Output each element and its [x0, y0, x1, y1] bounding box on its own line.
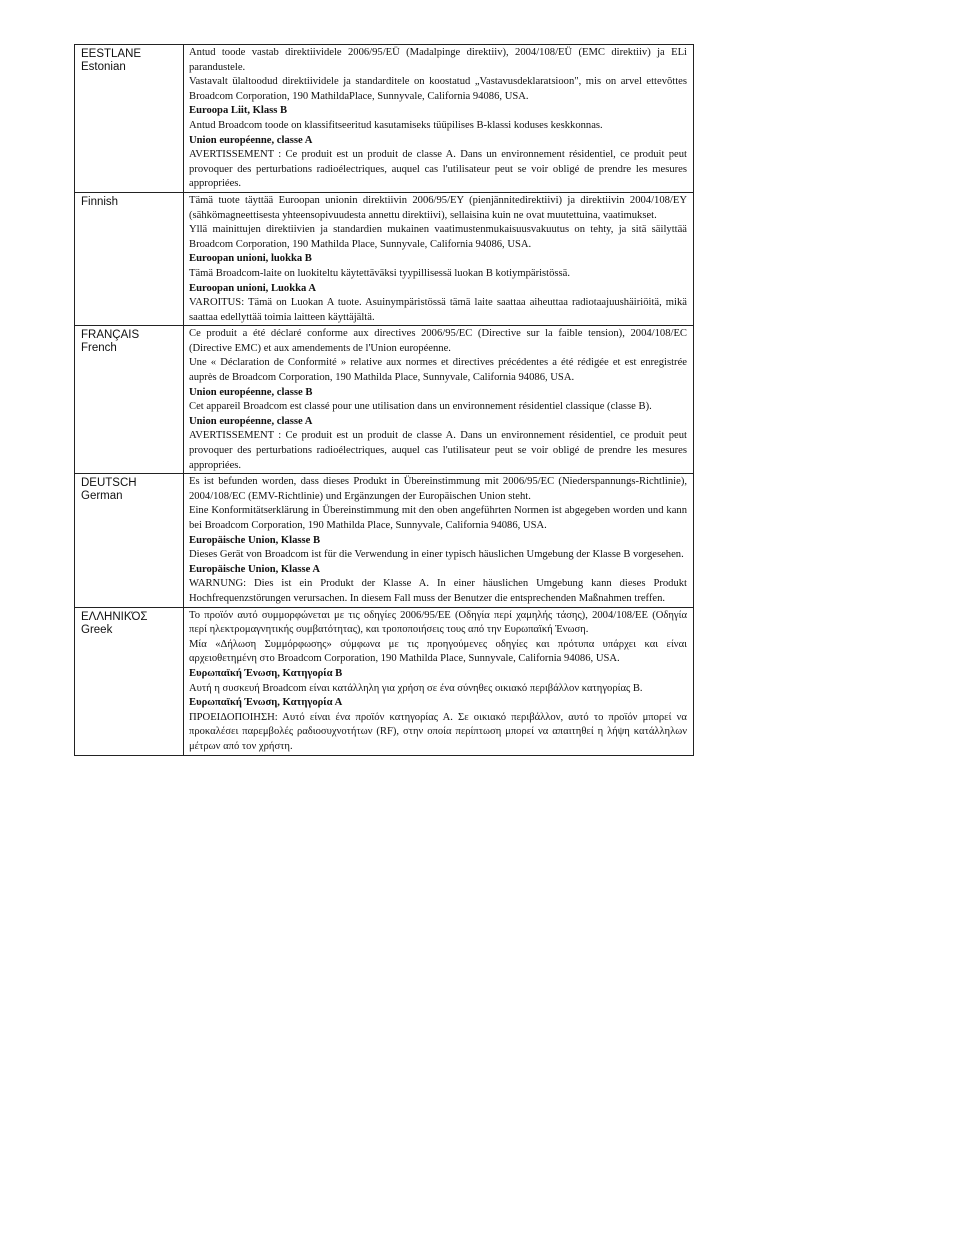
language-row [75, 607, 694, 755]
paragraph: AVERTISSEMENT : Ce produit est un produit de classe A. Dans un environnement résidentiel, ce produit peut provoquer des perturbations radioélectriques, auquel cas l'utilisateur peut se voir obligé de prendre les mesures appropriées. [189, 430, 687, 471]
compliance-text-cell [184, 45, 694, 193]
paragraph: Antud Broadcom toode on klassifitseeritud kasutamiseks tüüpilises B-klassi koduses keskkonnas. [189, 119, 603, 131]
language-english-name: German [81, 490, 123, 503]
language-row [75, 45, 694, 193]
language-english-name: French [81, 342, 117, 355]
paragraph: Μία «Δήλωση Συμμόρφωσης» σύμφωνα με τις προηγούμενες οδηγίες και πρότυπα υπάρχει και είναι αρχειοθετημένη στο Broadcom Corporation, 190 Mathilda Place, Sunnyvale, California 94086, USA. [189, 638, 687, 665]
language-row [75, 192, 694, 325]
language-english-name: Estonian [81, 61, 126, 73]
paragraph: AVERTISSEMENT : Ce produit est un produit de classe A. Dans un environnement résidentiel, ce produit peut provoquer des perturbations radioélectriques, auquel cas l'utilisateur peut se voir obligé de prendre les mesures appropriées. [189, 149, 687, 190]
compliance-text-cell [184, 192, 694, 325]
paragraph: Vastavalt ülaltoodud direktiividele ja standarditele on koostatud „Vastavusdeklaratsioon", mis on arvel ettevõttes Broadcom Corporation, 190 MathildaPlace, Sunnyvale, California 94086, USA. [189, 76, 687, 102]
language-native-name: EESTLANE [81, 48, 142, 60]
language-cell [75, 474, 184, 607]
compliance-table-body [75, 45, 694, 756]
language-native-name: DEUTSCH [81, 477, 137, 490]
section-heading: Ευρωπαϊκή Ένωση, Κατηγορία Β [189, 667, 343, 679]
paragraph: Ce produit a été déclaré conforme aux directives 2006/95/EC (Directive sur la faible tension), 2004/108/EC (Directive EMC) et aux amendements de l'Union européenne. [189, 328, 687, 354]
section-heading: Europäische Union, Klasse B [189, 534, 321, 546]
language-native-name: Finnish [81, 195, 119, 208]
language-cell [75, 326, 184, 474]
paragraph: Une « Déclaration de Conformité » relative aux normes et directives précédentes a été rédigée et est enregistrée auprès de Broadcom Corporation, 190 Mathilda Place, Sunnyvale, California 94086, USA. [189, 357, 687, 384]
paragraph: Yllä mainittujen direktiivien ja standardien mukainen vaatimustenmukaisuusvakuutus on tehty, ja sitä säilyttää Broadcom Corporation, 190 Mathilda Place, Sunnyvale, California 94086, USA. [189, 224, 687, 250]
compliance-text-cell [184, 607, 694, 755]
paragraph: Dieses Gerät von Broadcom ist für die Verwendung in einer typisch häuslichen Umgebung der Klasse B vorgesehen. [189, 549, 684, 561]
section-heading: Union européenne, classe A [189, 415, 313, 427]
language-native-name: FRANÇAIS [81, 329, 140, 342]
section-heading: Euroopan unioni, luokka B [189, 253, 312, 265]
section-heading: Euroopan unioni, Luokka A [189, 282, 316, 294]
language-row [75, 474, 694, 607]
language-native-name: ΕΛΛΗΝΙΚΌΣ [81, 610, 148, 623]
paragraph: Eine Konformitätserklärung in Übereinstimmung mit den oben angeführten Normen ist abgegeben worden und kann bei Broadcom Corporation, 190 Mathilda Place, Sunnyvale, California 94086, USA. [189, 505, 687, 531]
language-english-name: Greek [81, 623, 113, 636]
paragraph: Es ist befunden worden, dass dieses Produkt in Übereinstimmung mit 2006/95/EC (Niederspannungs-Richtlinie), 2004/108/EC (EMV-Richtlinie) und Ergänzungen der Europäischen Union steht. [189, 476, 687, 502]
compliance-text-cell [184, 474, 694, 607]
paragraph: Αυτή η συσκευή Broadcom είναι κατάλληλη για χρήση σε ένα σύνηθες οικιακό περιβάλλον κατηγορίας Β. [189, 682, 643, 694]
paragraph: Cet appareil Broadcom est classé pour une utilisation dans un environnement résidentiel classique (classe B). [189, 401, 652, 413]
paragraph: Tämä Broadcom-laite on luokiteltu käytettäväksi tyypillisessä luokan B kotiympäristössä. [189, 267, 571, 279]
language-cell [75, 45, 184, 193]
paragraph: Tämä tuote täyttää Euroopan unionin direktiivin 2006/95/EY (pienjännitedirektiivi) ja direktiivin 2004/108/EY (sähkömagneettisesta yhteensopivuudesta annettu direktiivi), sellaisina kuin ne ovat muutettuina, vaatimukset. [189, 194, 687, 221]
paragraph: VAROITUS: Tämä on Luokan A tuote. Asuinympäristössä tämä laite saattaa aiheuttaa radiotaajuushäiriöitä, mikä saattaa edellyttää toimia laitteen käyttäjältä. [189, 297, 687, 323]
language-cell [75, 192, 184, 325]
section-heading: Euroopa Liit, Klass B [189, 105, 288, 117]
paragraph: Το προϊόν αυτό συμμορφώνεται με τις οδηγίες 2006/95/ΕΕ (Οδηγία περί χαμηλής τάσης), 2004/108/ΕΕ (Οδηγία περί ηλεκτρομαγνητικής συμβατότητας), και τροποποιήσεις τους από την Ευρωπαϊκή Ένωση. [189, 609, 687, 636]
compliance-text-cell [184, 326, 694, 474]
paragraph: ΠΡΟΕΙΔΟΠΟΙΗΣΗ: Αυτό είναι ένα προϊόν κατηγορίας Α. Σε οικιακό περιβάλλον, αυτό το προϊόν μπορεί να προκαλέσει παρεμβολές ραδιοσυχνοτήτων (RF), στην οποία περίπτωση μπορεί να απαιτηθεί η λήψη κατάλληλων μέτρων από τον χρήστη. [189, 711, 687, 752]
section-heading: Union européenne, classe A [189, 134, 313, 146]
paragraph: Antud toode vastab direktiividele 2006/95/EÜ (Madalpinge direktiiv), 2004/108/EÜ (EMC direktiiv) ja ELi parandustele. [189, 47, 687, 73]
section-heading: Union européenne, classe B [189, 386, 313, 398]
compliance-table [74, 44, 694, 756]
language-cell [75, 607, 184, 755]
section-heading: Ευρωπαϊκή Ένωση, Κατηγορία Α [189, 697, 343, 709]
paragraph: WARNUNG: Dies ist ein Produkt der Klasse A. In einer häuslichen Umgebung kann dieses Produkt Hochfrequenzstörungen verursachen. In diesem Fall muss der Benutzer die entsprechenden Maßnahmen treffen. [189, 578, 687, 604]
language-row [75, 326, 694, 474]
section-heading: Europäische Union, Klasse A [189, 563, 321, 575]
